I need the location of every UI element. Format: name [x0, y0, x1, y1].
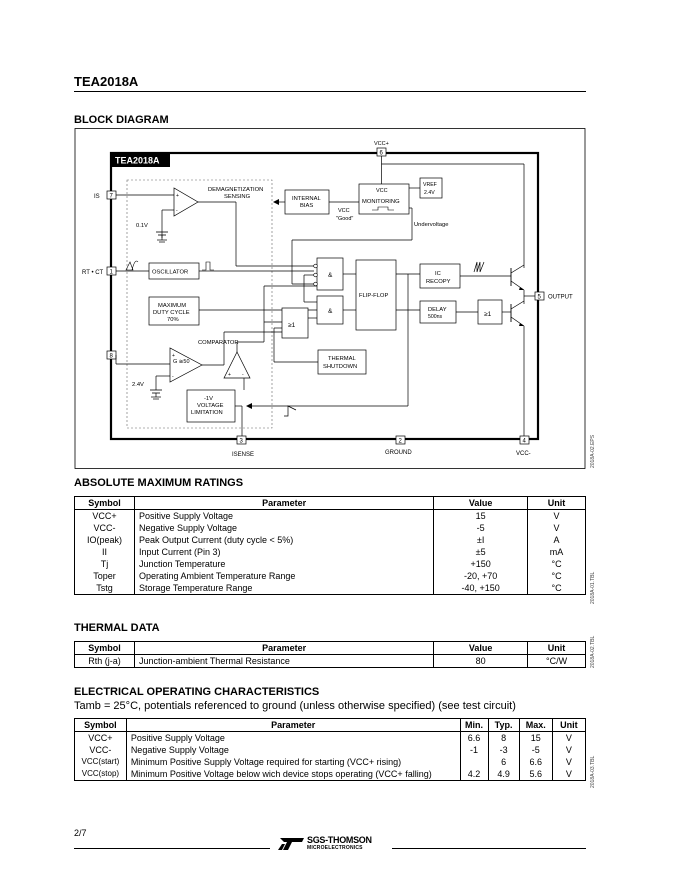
table-header-row [75, 642, 586, 655]
cell-parameter: Negative Supply Voltage [134, 522, 433, 534]
thermal-table [74, 641, 586, 668]
max-duty-label-3: 70% [167, 317, 179, 323]
thermal-label-1: THERMAL [328, 356, 356, 362]
cell-unit: V [552, 744, 585, 756]
monitoring-label: MONITORING [362, 199, 400, 205]
cell-max: 6.6 [519, 756, 552, 768]
document-title: TEA2018A [74, 74, 139, 89]
pin-vcc-plus-label: VCC+ [374, 141, 389, 147]
cell-unit: °C [528, 570, 586, 582]
and-symbol-1: & [328, 272, 333, 279]
cell-parameter: Input Current (Pin 3) [134, 546, 433, 558]
cell-typ: 8 [488, 732, 519, 745]
voltage-24: 2.4V [132, 382, 144, 388]
footer-rule-right [392, 848, 586, 849]
flipflop-label: FLIP-FLOP [359, 293, 389, 299]
internal-bias-label-2: BIAS [300, 203, 314, 209]
svg-text:-: - [172, 374, 174, 380]
header-value: Value [434, 642, 528, 655]
svg-text:-: - [242, 372, 244, 378]
comparator-label: COMPARATOR [198, 340, 239, 346]
header-max: Max. [519, 719, 552, 732]
header-unit: Unit [528, 642, 586, 655]
cell-symbol: Tstg [75, 582, 135, 595]
cell-value: -40, +150 [434, 582, 528, 595]
header-parameter: Parameter [134, 497, 433, 510]
footer-rule-left [74, 848, 270, 849]
cell-min: 4.2 [460, 768, 488, 781]
vcc-good-label-1: VCC [338, 208, 350, 214]
voltage-01: 0.1V [136, 223, 148, 229]
block-diagram [74, 128, 586, 470]
table-row [75, 768, 586, 781]
vref-label: VREF [423, 182, 437, 188]
thermal-title: THERMAL DATA [74, 622, 160, 634]
block-diagram-title: BLOCK DIAGRAM [74, 114, 169, 126]
vlim-label-1: -1V [204, 396, 214, 402]
ic-label: IC [435, 271, 441, 277]
chip-label: TEA2018A [115, 155, 160, 166]
recopy-label: RECOPY [426, 279, 451, 285]
and-symbol-2: & [328, 308, 333, 315]
cell-unit: V [528, 510, 586, 523]
table-row [75, 546, 586, 558]
header-value: Value [434, 497, 528, 510]
pin8-number: 8 [109, 353, 113, 360]
internal-bias-label-1: INTERNAL [292, 196, 321, 202]
table-header-row [75, 497, 586, 510]
pin1-number: 1 [109, 269, 113, 276]
elec-intro: Tamb = 25°C, potentials referenced to ground (unless otherwise specified) (see test circuit) [74, 700, 516, 712]
cell-unit: V [552, 768, 585, 781]
header-unit: Unit [552, 719, 585, 732]
block-diagram-code: 2018A-02.EPS [590, 434, 596, 468]
pin7-number: 7 [109, 193, 113, 200]
thermal-label-2: SHUTDOWN [323, 364, 358, 370]
cell-symbol: Toper [75, 570, 135, 582]
cell-unit: mA [528, 546, 586, 558]
vcc-good-label-2: "Good" [336, 216, 354, 222]
cell-parameter: Junction-ambient Thermal Resistance [134, 655, 433, 668]
header-typ: Typ. [488, 719, 519, 732]
cell-value: 15 [434, 510, 528, 523]
svg-text:+: + [228, 372, 231, 378]
cell-typ: 6 [488, 756, 519, 768]
cell-value: ±5 [434, 546, 528, 558]
max-duty-label-2: DUTY CYCLE [153, 310, 190, 316]
cell-unit: °C [528, 582, 586, 595]
cell-max: 5.6 [519, 768, 552, 781]
gain-label: G ≅50 [173, 359, 190, 365]
or-symbol-2: ≥1 [484, 311, 492, 318]
cell-symbol: VCC- [75, 522, 135, 534]
cell-value: 80 [434, 655, 528, 668]
vcc-monitor-label: VCC [376, 188, 388, 194]
output-label: OUTPUT [548, 294, 573, 301]
cell-parameter: Operating Ambient Temperature Range [134, 570, 433, 582]
cell-parameter: Negative Supply Voltage [126, 744, 460, 756]
pin6-number: 6 [379, 150, 383, 157]
cell-symbol: Tj [75, 558, 135, 570]
pin3-number: 3 [239, 438, 243, 445]
isense-label: ISENSE [232, 452, 255, 458]
cell-symbol: VCC(stop) [75, 768, 127, 781]
cell-value: +150 [434, 558, 528, 570]
header-symbol: Symbol [75, 497, 135, 510]
abs-max-table [74, 496, 586, 595]
or-symbol-1: ≥1 [288, 322, 296, 329]
abs-max-code: 2018A-01.TBL [590, 571, 596, 604]
thermal-code: 2018A-02.TBL [590, 635, 596, 668]
header-min: Min. [460, 719, 488, 732]
vlim-label-2: VOLTAGE [197, 403, 224, 409]
cell-parameter: Junction Temperature [134, 558, 433, 570]
demag-label-1: DEMAGNETIZATION [208, 187, 264, 193]
cell-unit: V [528, 522, 586, 534]
vlim-label-3: LIMITATION [191, 410, 223, 416]
rt-ct-label: RT • CT [82, 270, 104, 276]
oscillator-label: OSCILLATOR [152, 269, 189, 276]
table-row [75, 570, 586, 582]
table-row [75, 534, 586, 546]
vref-value: 2.4V [424, 190, 435, 196]
cell-symbol: Rth (j-a) [75, 655, 135, 668]
cell-min: -1 [460, 744, 488, 756]
table-row [75, 744, 586, 756]
svg-text:-: - [176, 208, 178, 214]
header-symbol: Symbol [75, 642, 135, 655]
cell-parameter: Minimum Positive Voltage below wich device stops operating (VCC+ falling) [126, 768, 460, 781]
cell-unit: °C [528, 558, 586, 570]
cell-max: 15 [519, 732, 552, 745]
elec-title: ELECTRICAL OPERATING CHARACTERISTICS [74, 686, 320, 698]
cell-parameter: Positive Supply Voltage [134, 510, 433, 523]
cell-symbol: VCC+ [75, 510, 135, 523]
st-logo-icon [276, 836, 306, 852]
table-row [75, 510, 586, 523]
cell-unit: °C/W [528, 655, 586, 668]
elec-code: 2018A-03.TBL [590, 755, 596, 788]
table-header-row [75, 719, 586, 732]
max-duty-label-1: MAXIMUM [158, 303, 187, 309]
header-unit: Unit [528, 497, 586, 510]
cell-value: ±I [434, 534, 528, 546]
header-parameter: Parameter [134, 642, 433, 655]
header-symbol: Symbol [75, 719, 127, 732]
cell-unit: V [552, 756, 585, 768]
elec-table [74, 718, 586, 781]
header-rule [74, 91, 586, 92]
svg-text:+: + [176, 193, 179, 199]
cell-symbol: IO(peak) [75, 534, 135, 546]
logo-subtext: MICROELECTRONICS [307, 845, 363, 851]
page-number: 2/7 [74, 828, 87, 838]
table-row [75, 558, 586, 570]
logo-text: SGS-THOMSON [307, 835, 372, 845]
delay-label: DELAY [428, 307, 447, 313]
pin5-number: 5 [537, 294, 541, 301]
is-label: IS [94, 194, 100, 200]
cell-unit: V [552, 732, 585, 745]
table-row [75, 582, 586, 595]
cell-symbol: II [75, 546, 135, 558]
cell-min [460, 756, 488, 768]
svg-text:+: + [172, 353, 175, 359]
abs-max-title: ABSOLUTE MAXIMUM RATINGS [74, 477, 244, 489]
vcc-minus-label: VCC- [516, 451, 531, 457]
table-row [75, 655, 586, 668]
cell-parameter: Peak Output Current (duty cycle < 5%) [134, 534, 433, 546]
cell-parameter: Minimum Positive Supply Voltage required for starting (VCC+ rising) [126, 756, 460, 768]
cell-parameter: Storage Temperature Range [134, 582, 433, 595]
undervoltage-label: Undervoltage [414, 222, 449, 228]
cell-symbol: VCC(start) [75, 756, 127, 768]
pin2-number: 2 [398, 438, 402, 445]
ground-label: GROUND [385, 450, 412, 456]
cell-parameter: Positive Supply Voltage [126, 732, 460, 745]
cell-typ: -3 [488, 744, 519, 756]
cell-max: -5 [519, 744, 552, 756]
cell-value: -5 [434, 522, 528, 534]
table-row [75, 756, 586, 768]
table-row [75, 732, 586, 745]
cell-symbol: VCC+ [75, 732, 127, 745]
cell-min: 6.6 [460, 732, 488, 745]
demag-label-2: SENSING [224, 194, 251, 200]
header-parameter: Parameter [126, 719, 460, 732]
cell-typ: 4.9 [488, 768, 519, 781]
delay-value: 500ns [428, 314, 443, 320]
cell-symbol: VCC- [75, 744, 127, 756]
cell-unit: A [528, 534, 586, 546]
table-row [75, 522, 586, 534]
cell-value: -20, +70 [434, 570, 528, 582]
pin4-number: 4 [522, 438, 526, 445]
